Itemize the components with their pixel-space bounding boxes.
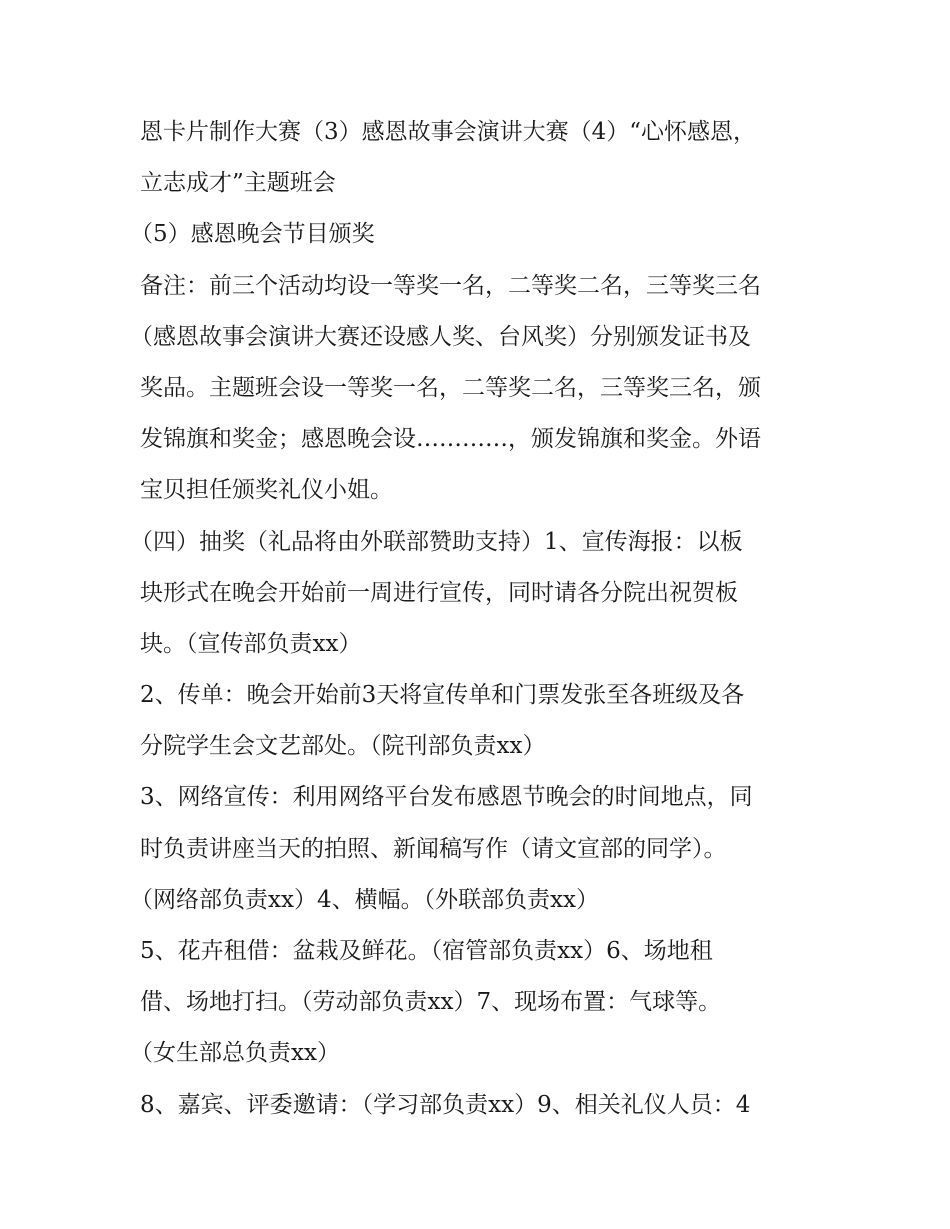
text-line: 2、传单：晚会开始前3天将宣传单和门票发张至各班级及各 xyxy=(140,682,745,709)
text-line: （四）抽奖（礼品将由外联部赞助支持）1、宣传海报：以板 xyxy=(130,528,743,555)
text-line: 3、网络宣传：利用网络平台发布感恩节晚会的时间地点，同 xyxy=(140,784,753,811)
text-line: 5、花卉租借：盆栽及鲜花。（宿管部负责xx）6、场地租 xyxy=(140,938,713,964)
text-line: （感恩故事会演讲大赛还设感人奖、台风奖）分别颁发证书及 xyxy=(130,323,751,350)
text-line: 发锦旗和奖金；感恩晚会设…………，颁发锦旗和奖金。外语 xyxy=(140,426,761,453)
document-body xyxy=(130,107,830,1131)
text-line: （女生部总负责xx） xyxy=(130,1040,340,1067)
text-line: 奖品。主题班会设一等奖一名，二等奖二名，三等奖三名，颁 xyxy=(140,374,761,401)
text-line: 块形式在晚会开始前一周进行宣传，同时请各分院出祝贺板 xyxy=(140,579,738,606)
text-line: 分院学生会文艺部处。（院刊部负责xx） xyxy=(140,733,546,760)
text-line: 块。（宣传部负责xx） xyxy=(140,630,362,657)
text-line: 恩卡片制作大赛（3）感恩故事会演讲大赛（4）“心怀感恩， xyxy=(140,119,757,145)
text-line: 时负责讲座当天的拍照、新闻稿写作（请文宣部的同学）。 xyxy=(140,835,727,862)
text-line: 立志成才”主题班会 xyxy=(140,170,336,197)
text-line: 借、场地打扫。（劳动部负责xx）7、现场布置：气球等。 xyxy=(140,989,722,1016)
text-line: （网络部负责xx）4、横幅。（外联部负责xx） xyxy=(130,886,600,913)
text-line: （5）感恩晚会节目颁奖 xyxy=(130,221,375,248)
text-line: 备注：前三个活动均设一等奖一名，二等奖二名，三等奖三名 xyxy=(140,272,761,299)
text-line: 8、嘉宾、评委邀请：（学习部负责xx）9、相关礼仪人员：4 xyxy=(140,1091,751,1118)
text-line: 宝贝担任颁奖礼仪小姐。 xyxy=(140,477,393,504)
